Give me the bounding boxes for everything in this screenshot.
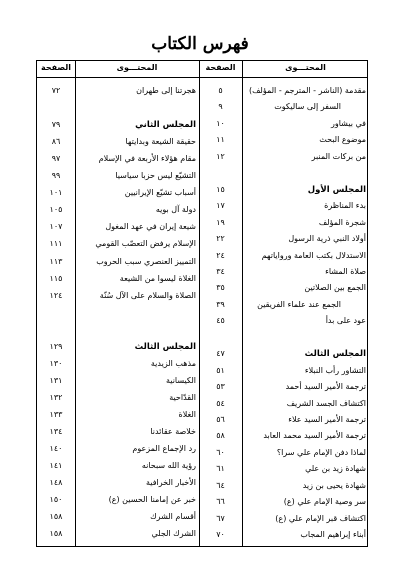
toc-entry [242, 363, 369, 379]
toc-entry [75, 390, 199, 406]
toc-entry [75, 219, 199, 235]
toc-page-number: ١٠٧ [49, 222, 63, 232]
toc-page-number: ١٥ [216, 184, 225, 194]
toc-page-cell [199, 527, 242, 543]
toc-entry [75, 288, 199, 304]
toc-page-cell [37, 509, 75, 525]
toc-page-number: ٧٢ [51, 86, 61, 95]
toc-entry-title: هجرتنا إلى طهران [136, 86, 196, 95]
toc-page-cell [199, 280, 242, 296]
toc-entry [75, 356, 199, 372]
toc-entry [75, 441, 199, 457]
toc-page-cell [199, 396, 242, 412]
toc-entry-title: مقام هؤلاء الأربعة في الإسلام [98, 154, 196, 164]
toc-page-number: ١٤٠ [49, 444, 63, 454]
toc-entry [242, 264, 369, 280]
toc-entry [242, 149, 369, 165]
toc-page-number: ٦٠ [216, 447, 225, 457]
toc-entry [242, 379, 369, 395]
toc-entry [75, 424, 199, 440]
toc-entry-title: الكيسانية [166, 375, 196, 385]
toc-entry [75, 134, 199, 150]
toc-page-number: ١٢٤ [49, 290, 63, 300]
toc-page-cell [37, 492, 75, 508]
toc-page-cell [37, 151, 75, 167]
toc-page-cell [199, 428, 242, 444]
toc-page-cell [37, 168, 75, 184]
toc-page-cell [199, 264, 242, 280]
toc-entry-title: الغلاة [178, 409, 196, 419]
toc-page-number: ١٣٢ [49, 392, 63, 402]
toc-page-cell [199, 198, 242, 214]
toc-page-number: ١٢ [216, 151, 225, 161]
toc-entry [75, 151, 199, 167]
toc-page-number: ١١٣ [49, 256, 63, 266]
toc-entry [242, 99, 369, 115]
toc-entry-title: مقدمة (الناشر - المترجم - المؤلف) [249, 86, 366, 95]
toc-page-cell [37, 219, 75, 235]
toc-entry-title: الغلاة ليسوا من الشيعة [119, 273, 196, 283]
toc-entry-title: التشاور رأب النبلاء [304, 365, 366, 375]
section-heading [75, 339, 199, 355]
toc-page-number: ٩٧ [51, 154, 61, 164]
toc-entry [242, 297, 369, 313]
toc-entry-title: رد الإجماع المزعوم [132, 444, 196, 454]
toc-entry-title: حقيقة الشيعة وبدايتها [125, 137, 196, 147]
toc-page-cell [199, 215, 242, 231]
toc-entry-title: الإسلام يرفض التعصّب القومي [95, 239, 196, 249]
toc-page-number: ٨٦ [51, 137, 61, 147]
toc-entry-title: التشيّع ليس حزبا سياسيا [115, 171, 196, 181]
toc-page-cell [199, 379, 242, 395]
toc-entry [75, 475, 199, 491]
toc-page-number: ٥٦ [216, 415, 225, 424]
toc-page-cell [37, 117, 75, 133]
toc-entry-title: المجلس الثالث [304, 349, 366, 360]
toc-page-cell [37, 475, 75, 491]
toc-page-number: ١٣١ [49, 375, 63, 385]
toc-entry-title: الجمع بين الصلاتين [304, 283, 366, 293]
toc-entry-title: أبناء إبراهيم المجاب [300, 530, 366, 540]
toc-page-cell [37, 288, 75, 304]
toc-entry-title: شهادة يحيى بن زيد [302, 480, 366, 490]
toc-page-number: ٤٧ [216, 349, 225, 359]
toc-page-number: ١٩ [216, 217, 225, 227]
toc-page-cell [37, 271, 75, 287]
toc-page-number: ٣٤ [216, 266, 225, 276]
toc-entry [75, 271, 199, 287]
toc-page-cell [199, 248, 242, 264]
toc-entry [242, 313, 369, 329]
page-header-left: الصفحة [40, 63, 71, 72]
toc-page-cell [37, 424, 75, 440]
section-heading [242, 346, 369, 362]
toc-entry [242, 83, 369, 99]
section-heading [242, 182, 369, 198]
toc-page-number: ١٧ [216, 201, 225, 211]
toc-page-cell [199, 83, 242, 99]
toc-page-cell [37, 373, 75, 389]
toc-page-cell [37, 202, 75, 218]
toc-page-cell [37, 407, 75, 423]
toc-page-cell [199, 461, 242, 477]
toc-page-number: ٧٠ [216, 530, 225, 540]
toc-page-number: ١٣٣ [49, 409, 63, 419]
toc-page-cell [199, 313, 242, 329]
toc-entry-title: في بيشاور [331, 118, 366, 128]
header-rule [37, 77, 367, 78]
toc-entry-title: دولة آل بويه [155, 205, 196, 215]
toc-entry-title: أقسام الشرك [150, 512, 196, 522]
toc-entry [242, 478, 369, 494]
toc-page-number: ١٠ [216, 118, 225, 128]
toc-entry-title: من بركات المنبر [311, 151, 366, 161]
toc-page-number: ١٥٨ [49, 512, 63, 522]
page-title: فهرس الكتاب [151, 34, 249, 54]
toc-entry [242, 396, 369, 412]
toc-page-number: ٥٣ [216, 382, 225, 392]
toc-entry-title: اكتشاف قبر الإمام علي (ع) [275, 513, 366, 523]
toc-page-number: ٦٦ [216, 497, 225, 507]
toc-page-cell [37, 185, 75, 201]
toc-page-number: ١٠١ [49, 188, 63, 198]
toc-entry-title: موضوع البحث [319, 135, 366, 145]
toc-entry [75, 254, 199, 270]
content-header-right: المحتـــوى [285, 63, 326, 72]
toc-page-number: ٦٧ [216, 513, 225, 523]
toc-entry-title: خبر عن إمامنا الحسين (ع) [108, 495, 196, 505]
toc-page-number: ٣٥ [216, 283, 225, 293]
toc-entry-title: القدّاحية [169, 392, 196, 402]
toc-entry [242, 494, 369, 510]
toc-entry-title: الشرك الجلي [151, 529, 196, 539]
toc-page-cell [199, 149, 242, 165]
toc-page-number: ١٥٨ [49, 529, 63, 539]
toc-page-cell [199, 231, 242, 247]
toc-entry-title: ترجمة الأمير السيد علاء [288, 415, 366, 424]
toc-entry-title: عود على بدأ [325, 316, 366, 326]
toc-page-cell [37, 254, 75, 270]
toc-page-cell [199, 363, 242, 379]
toc-page-cell [37, 83, 75, 99]
toc-page-cell [199, 99, 242, 115]
toc-entry-title: خلاصة عقائدنا [150, 427, 196, 436]
toc-entry-title: أولاد النبي ذرية الرسول [288, 234, 366, 244]
toc-entry-title: رؤية الله سبحانه [141, 461, 196, 471]
toc-entry [242, 231, 369, 247]
toc-entry [75, 236, 199, 252]
toc-entry [75, 509, 199, 525]
toc-entry-title: لماذا دفن الإمام علي سرا؟ [276, 447, 366, 457]
toc-page-cell [37, 526, 75, 542]
toc-page-cell [199, 116, 242, 132]
toc-entry-title: أسباب تشيّع الإيرانيين [124, 188, 196, 198]
toc-page-number: ٩ [218, 102, 223, 112]
toc-page-cell [37, 236, 75, 252]
toc-entry [75, 458, 199, 474]
toc-page-cell [37, 390, 75, 406]
toc-entry-title: الجمع عند علماء الفريقين [257, 299, 341, 309]
section-heading [75, 117, 199, 133]
toc-entry [242, 527, 369, 543]
toc-page-cell [37, 356, 75, 372]
toc-page-cell [199, 478, 242, 494]
toc-entry [242, 132, 369, 148]
toc-page-number: ١٤١ [49, 461, 63, 471]
toc-page-number: ٥١ [216, 365, 225, 375]
toc-page-cell [199, 346, 242, 362]
toc-entry [242, 215, 369, 231]
toc-entry [75, 168, 199, 184]
toc-page-cell [199, 511, 242, 527]
toc-entry [242, 428, 369, 444]
toc-entry [242, 280, 369, 296]
toc-entry-title: الصلاة والسلام على الآل سُنّة [99, 290, 196, 300]
toc-entry [75, 492, 199, 508]
toc-page-cell [199, 297, 242, 313]
toc-page-number: ٥٤ [216, 398, 225, 408]
toc-page-number: ٥ [218, 86, 223, 95]
toc-page-cell [37, 441, 75, 457]
toc-entry [75, 526, 199, 542]
toc-entry-title: ترجمة الأمير السيد أحمد [285, 382, 366, 392]
toc-page-number: ٢٢ [216, 234, 225, 244]
toc-page-cell [199, 494, 242, 510]
toc-entry [242, 511, 369, 527]
toc-entry-title: السفر إلى ساليكوت [274, 102, 341, 112]
toc-entry-title: اكتشاف الجسد الشريف [286, 398, 366, 408]
toc-page-number: ١٠٥ [49, 205, 63, 215]
toc-page-cell [199, 132, 242, 148]
toc-entry [75, 185, 199, 201]
toc-page-number: ١٣٤ [49, 427, 63, 436]
toc-page-cell [199, 412, 242, 428]
toc-entry-title: ترجمة الأمير السيد محمد العابد [263, 431, 366, 441]
toc-entry [242, 445, 369, 461]
toc-entry [242, 248, 369, 264]
toc-page-cell [199, 445, 242, 461]
toc-entry-title: المجلس الثالث [134, 341, 196, 352]
content-header-left: المحتـــوى [116, 63, 158, 72]
toc-entry-title: التمييز العنصري سبب الحروب [96, 256, 196, 266]
toc-page-number: ٦٤ [216, 480, 225, 490]
toc-page-number: ٦١ [216, 464, 225, 474]
toc-table [36, 60, 368, 547]
toc-page-number: ١١٥ [49, 273, 63, 283]
toc-entry [242, 198, 369, 214]
toc-page-number: ٥٨ [216, 431, 225, 441]
toc-page-number: ٣٩ [216, 299, 225, 309]
toc-page-number: ١٤٨ [49, 478, 63, 488]
toc-page-number: ١٢٩ [49, 341, 63, 351]
toc-page-number: ١١ [216, 135, 225, 145]
toc-page-cell [199, 182, 242, 198]
toc-page-number: ١١١ [49, 239, 63, 249]
toc-entry-title: مذهب الزيدية [150, 358, 196, 368]
toc-entry [75, 202, 199, 218]
toc-entry-title: المجلس الثاني [135, 120, 196, 131]
toc-entry [75, 83, 199, 99]
toc-page-number: ٩٩ [51, 171, 61, 181]
toc-entry-title: الاستدلال بكتب العامة ورواياتهم [261, 250, 366, 260]
toc-page-cell [37, 339, 75, 355]
toc-page-number: ١٥٠ [49, 495, 63, 505]
toc-entry-title: صلاة المشاء [325, 266, 366, 276]
toc-entry-title: المجلس الأول [307, 184, 366, 195]
toc-entry [242, 116, 369, 132]
toc-entry-title: شيعة إيران في عهد المغول [105, 222, 196, 232]
toc-entry [242, 461, 369, 477]
toc-page-cell [37, 458, 75, 474]
toc-page-number: ٧٩ [51, 120, 61, 130]
toc-page-number: ٤٥ [216, 316, 225, 326]
toc-entry-title: سر وصية الإمام علي (ع) [283, 497, 366, 507]
toc-page-cell [37, 134, 75, 150]
page-header-right: الصفحة [205, 63, 236, 72]
toc-entry [242, 412, 369, 428]
toc-page-number: ١٣٠ [49, 358, 63, 368]
toc-entry [75, 373, 199, 389]
toc-entry-title: شجرة المؤلف [318, 217, 366, 227]
toc-page-number: ٢٤ [216, 250, 225, 260]
toc-entry-title: شهادة زيد بن علي [305, 464, 366, 474]
toc-entry [75, 407, 199, 423]
toc-entry-title: الأخبار الخرافية [146, 478, 196, 488]
toc-entry-title: بدء المناظرة [324, 201, 366, 211]
